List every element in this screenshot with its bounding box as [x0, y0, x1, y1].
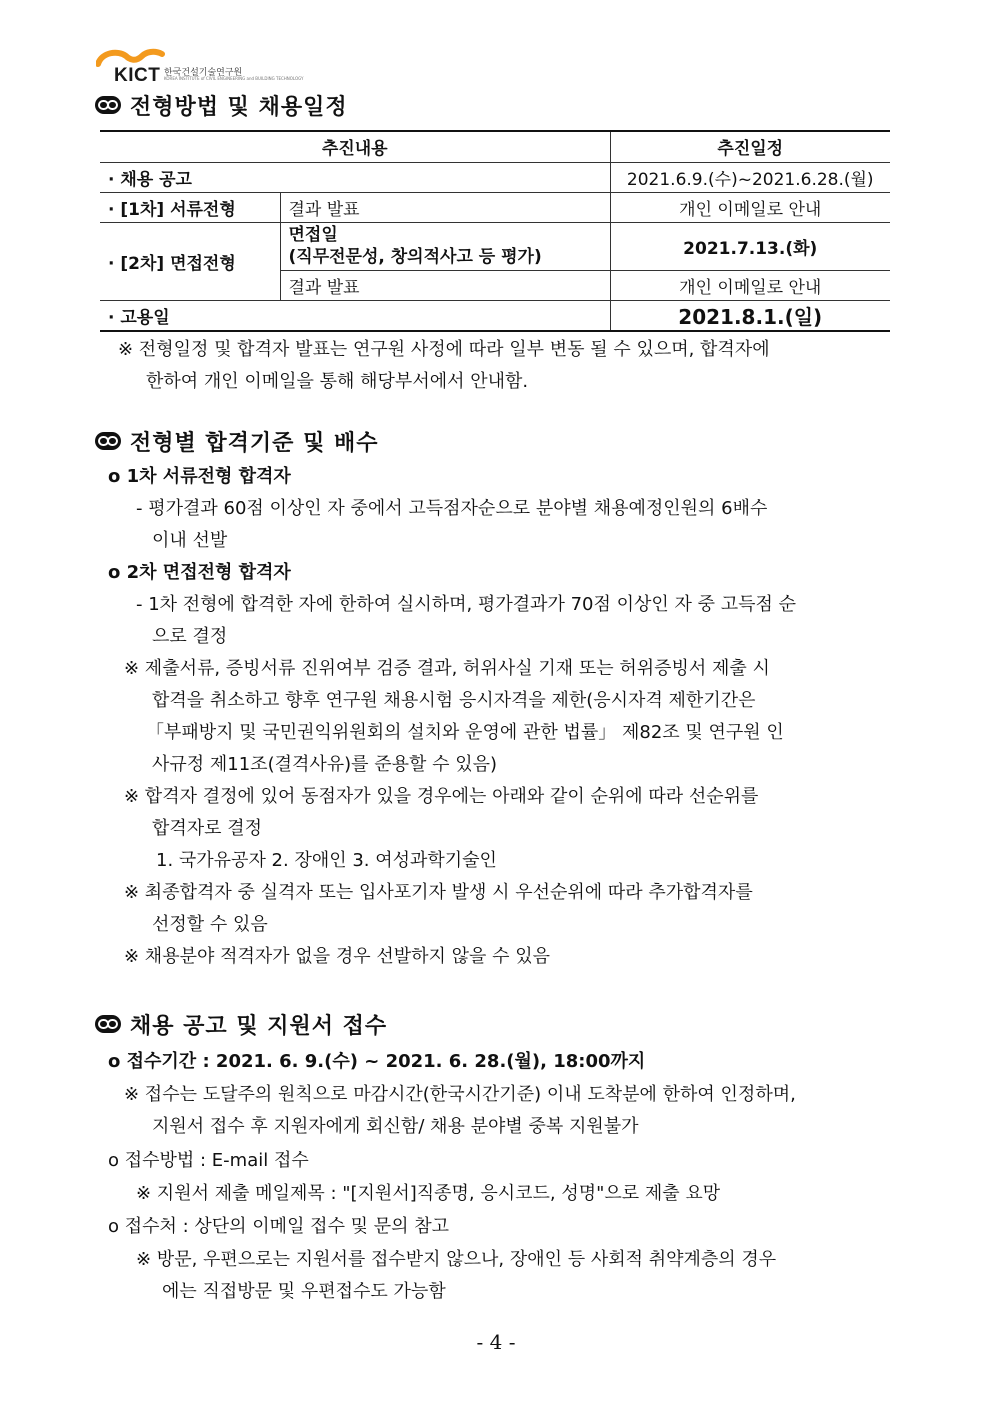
link-icon — [94, 1013, 122, 1035]
interview-day-label: 면접일 — [288, 225, 338, 245]
table-row — [100, 162, 890, 192]
row-label: · [2차] 면접전형 — [100, 222, 280, 300]
bullet-item: o 접수방법 : E-mail 접수 — [108, 1150, 309, 1171]
row-date: 개인 이메일로 안내 — [610, 270, 890, 300]
note: ※ 합격자 결정에 있어 동점자가 있을 경우에는 아래와 같이 순위에 따라 선순위를 — [124, 786, 759, 807]
row-sub — [280, 222, 610, 270]
note: ※ 채용분야 적격자가 없을 경우 선발하지 않을 수 있음 — [124, 946, 551, 967]
note: 사규정 제11조(결격사유)를 준용할 수 있음) — [152, 754, 498, 775]
note: ※ 지원서 제출 메일제목 : "[지원서]직종명, 응시코드, 성명"으로 제출 요망 — [136, 1183, 721, 1204]
row-date: 개인 이메일로 안내 — [610, 192, 890, 222]
row-sub: 결과 발표 — [280, 192, 610, 222]
note: 지원서 접수 후 지원자에게 회신함/ 채용 분야별 중복 지원불가 — [152, 1116, 639, 1137]
section-title: 전형방법 및 채용일정 — [130, 94, 348, 120]
list-item: - 1차 전형에 합격한 자에 한하여 실시하며, 평가결과가 70점 이상인 자 중 고득점 순 — [136, 594, 796, 615]
kict-logo — [96, 48, 304, 88]
interview-criteria: (직무전문성, 창의적사고 등 평가) — [288, 247, 542, 267]
list-item: - 평가결과 60점 이상인 자 중에서 고득점자순으로 분야별 채용예정인원의 6배수 — [136, 498, 768, 519]
section-title: 전형별 합격기준 및 배수 — [130, 430, 379, 456]
link-icon — [94, 94, 122, 116]
note: ※ 제출서류, 증빙서류 진위여부 검증 결과, 허위사실 기재 또는 허위증빙서 제출 시 — [124, 658, 770, 679]
note: 합격자로 결정 — [152, 818, 263, 839]
note: 에는 직접방문 및 우편접수도 가능함 — [162, 1281, 446, 1302]
note: 합격을 취소하고 향후 연구원 채용시험 응시자격을 제한(응시자격 제한기간은 — [152, 690, 756, 711]
bullet-heading: o 접수기간 : 2021. 6. 9.(수) ~ 2021. 6. 28.(월), 18:00까지 — [108, 1051, 646, 1072]
page-number: - 4 - — [476, 1330, 516, 1354]
row-label: · 채용 공고 — [100, 162, 610, 192]
logo-name: KICT — [114, 65, 161, 86]
logo-korean-name: 한국건설기술연구원 — [164, 68, 243, 78]
note: ※ 최종합격자 중 실격자 또는 입사포기자 발생 시 우선순위에 따라 추가합격자를 — [124, 882, 753, 903]
note: ※ 방문, 우편으로는 지원서를 접수받지 않으나, 장애인 등 사회적 취약계층의 경우 — [136, 1249, 777, 1270]
header-schedule: 추진일정 — [610, 131, 890, 162]
row-sub: 결과 발표 — [280, 270, 610, 300]
bullet-heading: o 2차 면접전형 합격자 — [108, 562, 291, 583]
section-title: 채용 공고 및 지원서 접수 — [130, 1013, 388, 1039]
section-heading-schedule — [94, 90, 348, 120]
note: ※ 전형일정 및 합격자 발표는 연구원 사정에 따라 일부 변동 될 수 있으며, 합격자에 — [118, 339, 770, 360]
list-item: 으로 결정 — [152, 626, 228, 647]
note: 선정할 수 있음 — [152, 914, 268, 935]
table-row — [100, 222, 890, 270]
note: 한하여 개인 이메일을 통해 해당부서에서 안내함. — [146, 371, 529, 392]
logo-english-name: KOREA INSTITUTE of CIVIL ENGINEERING and BUILDING TECHNOLOGY — [164, 76, 304, 81]
row-date: 2021.8.1.(일) — [610, 300, 890, 331]
link-icon — [94, 430, 122, 452]
row-label: · 고용일 — [100, 300, 610, 331]
note: 「부패방지 및 국민권익위원회의 설치와 운영에 관한 법률」 제82조 및 연구원 인 — [146, 722, 784, 743]
header-content: 추진내용 — [100, 131, 610, 162]
bullet-item: o 접수처 : 상단의 이메일 접수 및 문의 참고 — [108, 1216, 450, 1237]
list-item: 이내 선발 — [152, 530, 228, 551]
note: ※ 접수는 도달주의 원칙으로 마감시간(한국시간기준) 이내 도착분에 한하여 인정하며, — [124, 1084, 796, 1105]
section-heading-application — [94, 1009, 387, 1039]
row-label: · [1차] 서류전형 — [100, 192, 280, 222]
priority-list: 1. 국가유공자 2. 장애인 3. 여성과학기술인 — [156, 850, 497, 871]
row-date: 2021.7.13.(화) — [610, 222, 890, 270]
bullet-heading: o 1차 서류전형 합격자 — [108, 466, 291, 487]
table-header-row — [100, 131, 890, 162]
table-row — [100, 300, 890, 331]
section-heading-criteria — [94, 426, 379, 456]
table-row — [100, 192, 890, 222]
row-date: 2021.6.9.(수)~2021.6.28.(월) — [610, 162, 890, 192]
schedule-table — [100, 130, 890, 332]
